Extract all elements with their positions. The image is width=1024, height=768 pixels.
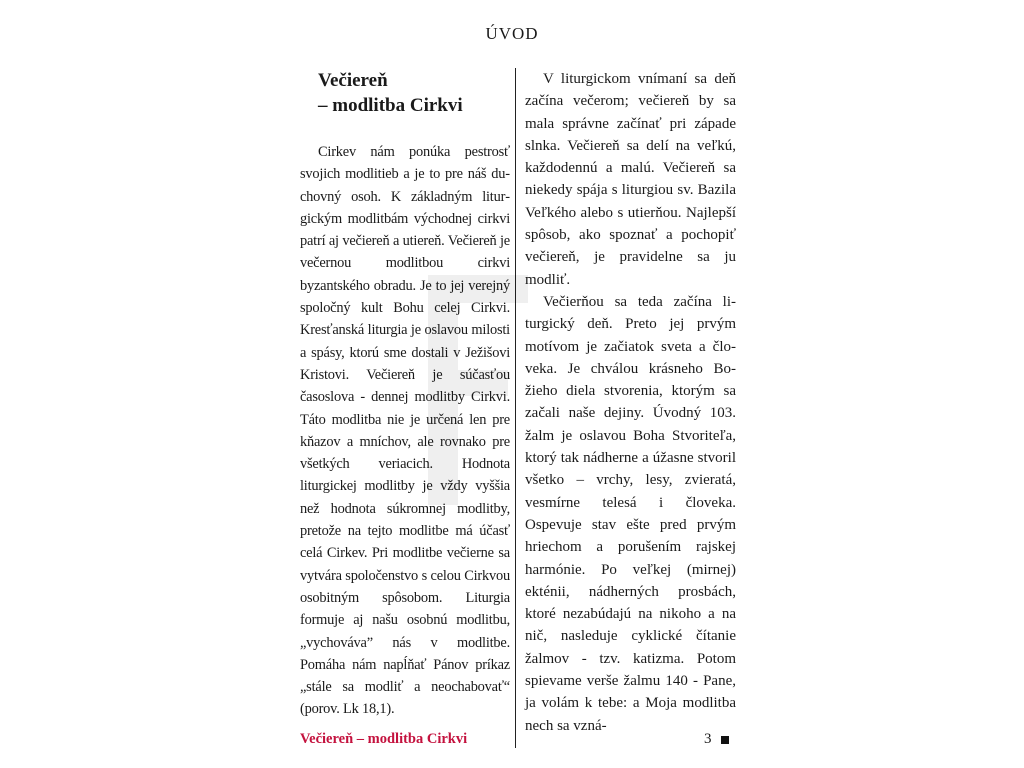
footer-page bbox=[704, 731, 729, 748]
right-body-text bbox=[525, 68, 736, 737]
square-icon bbox=[721, 736, 729, 744]
right-paragraph-1: V liturgickom vnímaní sa deň začína večerom; večiereň by sa mala správne začínať pri západe slnka. Večiereň sa delí na veľkú, každodennú a malú. Večiereň sa niekedy spája s liturgiou sv. Bazila Veľkého alebo s utierňou. Najlepší spôsob, ako spoznať a pochopiť večiereň, je pravidelne sa ju modliť. bbox=[525, 71, 736, 288]
left-column bbox=[300, 68, 510, 721]
right-paragraph-2: Večierňou sa teda začína liturgický deň. Preto jej prvým motívom je začiatok sveta a človeka. Je chválou krásneho Božieho diela stvorenia, ktorým sa začali naše dejiny. Úvodný 103. žalm je oslavou Boha Stvoriteľa, ktorý tak nádherne a úžasne stvoril všetko – vrchy, lesy, zvieratá, vesmírne telesá i človeka. Ospevuje stav ešte pred prvým hriechom a porušením rajskej harmónie. Po veľkej (mirnej) ekténii, nádherných prosbách, ktoré nezabúdajú na nikoho a na nič, nasleduje cyklické čítanie žalmov - tzv. katizma. Potom spievame verše žalmu 140 - Pane, ja volám k tebe: a Moja modlitba nech sa vzná- bbox=[525, 293, 736, 734]
page-number: 3 bbox=[704, 731, 712, 747]
column-divider bbox=[515, 68, 516, 748]
running-head: ÚVOD bbox=[485, 24, 539, 43]
chapter-title bbox=[318, 68, 510, 118]
footer-title: Večiereň – modlitba Cirkvi bbox=[300, 731, 468, 747]
chapter-title-line-2: – modlitba Cirkvi bbox=[318, 95, 463, 116]
left-body-text bbox=[300, 141, 510, 721]
chapter-title-line-1: Večiereň bbox=[318, 70, 388, 91]
left-paragraph: Cirkev nám ponúka pestrosť svojich modlitieb a je to pre náš duchovný osoh. K základným liturgickým modlitbám východnej cirkvi patrí aj večiereň a utiereň. Večiereň je večernou modlitbou cirkvi byzantského obradu. Je to jej verejný spoločný kult Bohu celej Cirkvi. Kresťanská liturgia je oslavou milosti a spásy, ktorú sme dostali v Ježišovi Kristovi. Večiereň je súčasťou časoslova - dennej modlitby Cirkvi. Táto modlitba nie je určená len pre kňazov a mníchov, ale rovnako pre všetkých veriacich. Hodnota liturgickej modlitby je vždy vyššia než hodnota súkromnej modlitby, pretože na tejto modlitbe má účasť celá Cirkev. Pri modlitbe večierne sa vytvára spoločenstvo s celou Cirkvou osobitným spôsobom. Liturgia formuje aj našu osobnú modlitbu, „vychováva” nás v modlitbe. Pomáha nám napĺňať Pánov príkaz „stále sa modliť a neochabovať“ (porov. Lk 18,1). bbox=[300, 144, 510, 718]
right-column bbox=[525, 68, 736, 737]
